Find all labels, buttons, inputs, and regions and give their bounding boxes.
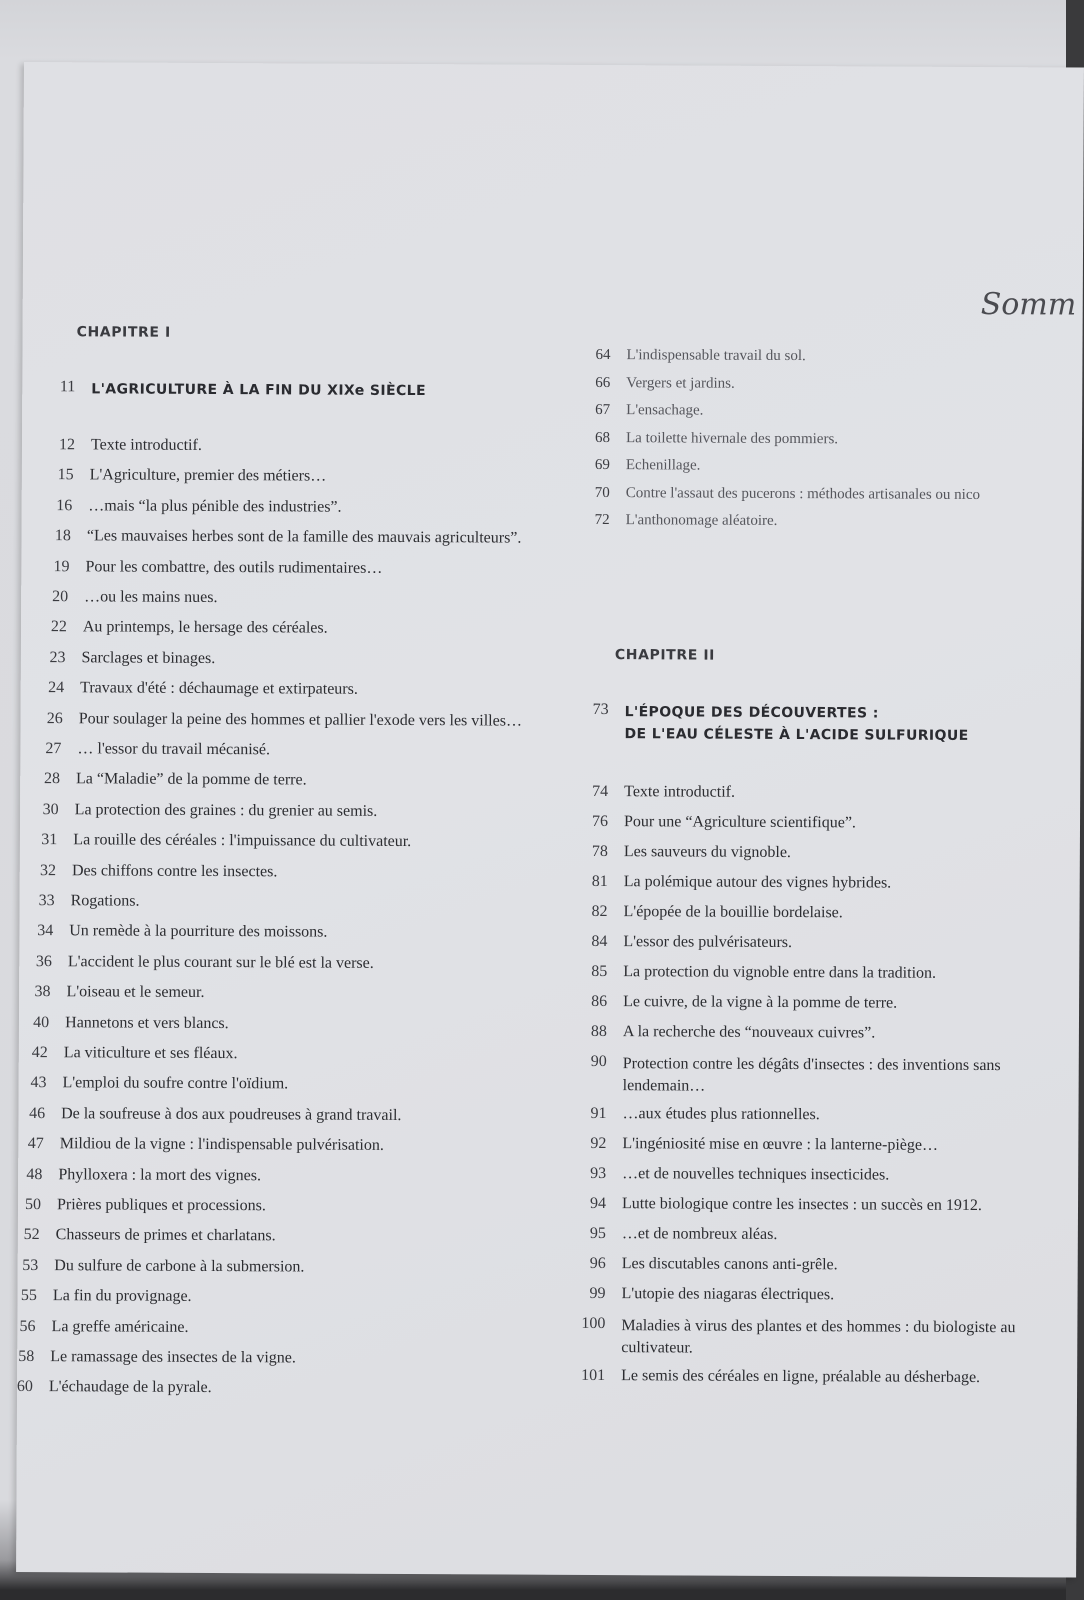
page-title-sommaire: Somm bbox=[980, 287, 1077, 323]
toc-page-number: 82 bbox=[591, 902, 608, 921]
toc-entry-title: L'anthonomage aléatoire. bbox=[625, 512, 778, 529]
toc-entry bbox=[562, 484, 980, 503]
toc-page-number: 95 bbox=[589, 1224, 606, 1243]
toc-entry bbox=[0, 1317, 189, 1336]
chapter-1-heading-page: 11 bbox=[59, 378, 76, 396]
toc-page-number: 72 bbox=[594, 511, 610, 529]
toc-page-number: 100 bbox=[581, 1314, 606, 1333]
toc-page-number: 68 bbox=[594, 429, 611, 446]
toc-entry-title: Mildiou de la vigne : l'indispensable pulvérisation. bbox=[59, 1135, 384, 1155]
toc-page-number: 99 bbox=[589, 1284, 606, 1303]
toc-page-number: 93 bbox=[590, 1164, 607, 1183]
toc-entry bbox=[559, 1023, 875, 1043]
toc-entry bbox=[560, 813, 856, 833]
toc-page-number: 66 bbox=[595, 374, 611, 391]
toc-entry bbox=[5, 922, 327, 942]
toc-page-number: 56 bbox=[19, 1317, 36, 1335]
toc-entry bbox=[4, 953, 374, 973]
toc-entry bbox=[560, 783, 735, 802]
toc-entry bbox=[559, 1053, 1023, 1099]
toc-page-number: 27 bbox=[45, 740, 62, 758]
toc-page-number: 48 bbox=[26, 1165, 43, 1183]
toc-page-number: 70 bbox=[594, 484, 610, 501]
toc-entry-title: La rouille des céréales : l'impuissance du cultivateur. bbox=[73, 831, 412, 851]
chapter-2-heading bbox=[560, 701, 968, 747]
toc-entry-title: Pour les combattre, des outils rudimentaires… bbox=[85, 557, 383, 577]
toc-entry-title: La viticulture et ses fléaux. bbox=[63, 1044, 238, 1063]
toc-page-number: 38 bbox=[34, 983, 51, 1001]
toc-entry bbox=[12, 770, 307, 790]
toc-entry-title: …aux études plus rationnelles. bbox=[622, 1105, 820, 1124]
toc-page-number: 85 bbox=[591, 962, 608, 981]
toc-page-number: 84 bbox=[591, 932, 608, 951]
toc-entry-title: La greffe américaine. bbox=[51, 1317, 189, 1336]
toc-entry bbox=[558, 1105, 819, 1124]
toc-entry-title: “Les mauvaises herbes sont de la famille des mauvais agriculteurs”. bbox=[86, 527, 522, 547]
toc-entry bbox=[558, 1135, 938, 1155]
toc-entry bbox=[0, 1378, 212, 1397]
toc-entry-title: Les discutables canons anti-grêle. bbox=[621, 1255, 838, 1274]
toc-page-number: 88 bbox=[590, 1022, 607, 1041]
toc-entry-title: Texte introductif. bbox=[624, 783, 736, 801]
toc-entry bbox=[19, 618, 328, 638]
toc-entry bbox=[24, 497, 341, 517]
toc-page-number: 90 bbox=[590, 1052, 607, 1071]
toc-page-number: 28 bbox=[44, 770, 61, 788]
toc-entry bbox=[17, 649, 215, 668]
toc-page-number: 31 bbox=[41, 831, 58, 849]
toc-entry bbox=[0, 1074, 288, 1094]
toc-page-number: 78 bbox=[591, 842, 608, 861]
toc-entry-title: La “Maladie” de la pomme de terre. bbox=[76, 770, 307, 789]
toc-entry-title: Maladies à virus des plantes et des hommes : du biologiste au cultivateur. bbox=[621, 1317, 1016, 1357]
toc-entry-title: Contre l'assaut des pucerons : méthodes artisanales ou nico bbox=[625, 484, 981, 503]
toc-entry bbox=[558, 1195, 982, 1215]
chapter-1-label: CHAPITRE I bbox=[76, 324, 171, 341]
toc-entry-title: Les sauveurs du vignoble. bbox=[623, 843, 791, 862]
toc-page-number: 40 bbox=[33, 1013, 50, 1031]
toc-page-number: 20 bbox=[52, 588, 69, 606]
toc-page-number: 47 bbox=[27, 1135, 44, 1153]
chapter-2-label: CHAPITRE II bbox=[614, 647, 716, 664]
toc-entry-title: Lutte biologique contre les insectes : un succès en 1912. bbox=[621, 1195, 982, 1215]
toc-page-number: 81 bbox=[591, 872, 608, 891]
toc-entry bbox=[562, 457, 701, 475]
toc-page-number: 33 bbox=[38, 892, 55, 910]
chapter-2-heading-page: 73 bbox=[592, 700, 609, 719]
toc-entry-title: La protection des graines : du grenier au semis. bbox=[74, 801, 378, 820]
toc-page-number: 43 bbox=[30, 1074, 47, 1092]
toc-page-number: 92 bbox=[590, 1134, 607, 1153]
toc-entry-title: Un remède à la pourriture des moissons. bbox=[69, 922, 328, 941]
toc-entry bbox=[15, 710, 522, 731]
toc-entry bbox=[1, 1013, 229, 1032]
toc-entry bbox=[0, 1044, 238, 1063]
toc-entry-title: Le ramassage des insectes de la vigne. bbox=[50, 1348, 296, 1367]
toc-entry bbox=[0, 1348, 296, 1368]
toc-entry bbox=[16, 679, 358, 699]
toc-entry bbox=[560, 903, 843, 922]
toc-entry-title: De la soufreuse à dos aux poudreuses à grand travail. bbox=[61, 1105, 402, 1124]
toc-entry bbox=[7, 892, 140, 911]
toc-page-number: 50 bbox=[24, 1196, 42, 1214]
chapter-2-heading-line-2: DE L'EAU CÉLESTE À L'ACIDE SULFURIQUE bbox=[624, 726, 969, 744]
toc-entry-title: L'emploi du soufre contre l'oïdium. bbox=[62, 1074, 289, 1093]
toc-entry-title: Echenillage. bbox=[625, 457, 701, 474]
toc-entry bbox=[0, 1135, 384, 1155]
chapter-2-heading-line-1: L'ÉPOQUE DES DÉCOUVERTES : bbox=[624, 704, 879, 722]
toc-entry bbox=[8, 862, 278, 881]
chapter-1-heading-text: L'AGRICULTURE À LA FIN DU XIXe SIÈCLE bbox=[91, 381, 427, 400]
toc-entry bbox=[27, 436, 202, 455]
toc-entry-title: …ou les mains nues. bbox=[84, 588, 218, 607]
toc-entry bbox=[558, 1165, 889, 1185]
toc-entry bbox=[559, 933, 792, 952]
toc-entry bbox=[557, 1367, 980, 1387]
toc-entry-title: Rogations. bbox=[70, 892, 140, 910]
toc-entry-title: La toilette hivernale des pommiers. bbox=[625, 429, 839, 447]
toc-entry-title: …et de nombreux aléas. bbox=[621, 1225, 778, 1243]
toc-entry bbox=[13, 740, 270, 759]
toc-entry-title: L'ingéniosité mise en œuvre : la lanterne-piège… bbox=[622, 1135, 939, 1154]
chapter-1-heading bbox=[27, 378, 426, 402]
toc-page-number: 30 bbox=[42, 800, 59, 818]
toc-entry-title: L'échaudage de la pyrale. bbox=[48, 1378, 212, 1397]
toc-entry bbox=[21, 558, 382, 578]
toc-entry bbox=[559, 993, 897, 1013]
toc-entry bbox=[560, 843, 791, 862]
toc-page-number: 52 bbox=[23, 1226, 40, 1244]
toc-entry-title: Le cuivre, de la vigne à la pomme de terre. bbox=[623, 993, 898, 1012]
toc-entry-title: L'indispensable travail du sol. bbox=[626, 347, 806, 365]
toc-entry-title: Vergers et jardins. bbox=[626, 374, 735, 392]
toc-entry bbox=[558, 1225, 778, 1244]
toc-entry bbox=[559, 963, 936, 983]
toc-entry-title: L'accident le plus courant sur le blé est la verse. bbox=[67, 953, 374, 972]
toc-entry-title: Pour soulager la peine des hommes et pallier l'exode vers les villes… bbox=[78, 709, 523, 730]
toc-page-number: 58 bbox=[18, 1347, 35, 1366]
book-page bbox=[16, 62, 1084, 1578]
toc-entry-title: L'épopée de la bouillie bordelaise. bbox=[623, 903, 843, 922]
toc-entry bbox=[0, 1165, 261, 1184]
toc-entry-title: Du sulfure de carbone à la submersion. bbox=[54, 1256, 305, 1276]
toc-page-number: 36 bbox=[35, 952, 52, 970]
toc-entry bbox=[0, 1196, 266, 1215]
toc-entry-title: La protection du vignoble entre dans la tradition. bbox=[623, 963, 937, 982]
toc-page-number: 60 bbox=[16, 1378, 33, 1396]
toc-page-number: 26 bbox=[46, 709, 63, 727]
toc-entry-title: L'essor des pulvérisateurs. bbox=[623, 933, 793, 952]
toc-entry bbox=[11, 801, 378, 821]
toc-page-number: 34 bbox=[37, 922, 54, 940]
toc-entry bbox=[557, 1315, 1021, 1361]
toc-page-number: 24 bbox=[48, 679, 65, 697]
toc-entry-title: Le semis des céréales en ligne, préalable au désherbage. bbox=[621, 1367, 981, 1387]
toc-page-number: 32 bbox=[39, 861, 57, 879]
toc-entry-title: Texte introductif. bbox=[90, 436, 202, 454]
toc-entry-title: Hannetons et vers blancs. bbox=[65, 1013, 229, 1032]
toc-entry-title: L'Agriculture, premier des métiers… bbox=[89, 466, 327, 485]
toc-entry bbox=[560, 873, 892, 893]
toc-page-number: 91 bbox=[590, 1104, 607, 1123]
toc-entry-title: Protection contre les dégâts d'insectes : des inventions sans lendemain… bbox=[622, 1055, 1001, 1095]
toc-entry-title: Sarclages et binages. bbox=[81, 649, 216, 667]
toc-entry bbox=[2, 983, 204, 1002]
toc-page-number: 53 bbox=[22, 1256, 39, 1274]
chapter-2-heading-text bbox=[624, 701, 968, 747]
toc-page-number: 18 bbox=[54, 527, 71, 545]
toc-entry-title: Des chiffons contre les insectes. bbox=[71, 861, 278, 880]
toc-entry bbox=[23, 527, 522, 548]
toc-entry bbox=[0, 1257, 304, 1277]
toc-entry bbox=[562, 374, 735, 392]
toc-entry-title: …mais “la plus pénible des industries”. bbox=[88, 497, 342, 516]
toc-entry-title: Phylloxera : la mort des vignes. bbox=[58, 1165, 262, 1184]
toc-entry bbox=[562, 512, 778, 530]
toc-entry-title: A la recherche des “nouveaux cuivres”. bbox=[622, 1023, 876, 1042]
toc-page-number: 64 bbox=[595, 346, 611, 364]
toc-page-number: 67 bbox=[595, 401, 611, 419]
toc-page-number: 23 bbox=[49, 648, 66, 667]
toc-entry bbox=[558, 1285, 835, 1304]
toc-page-number: 94 bbox=[589, 1194, 607, 1213]
toc-entry bbox=[562, 429, 838, 447]
toc-page-number: 12 bbox=[58, 436, 76, 454]
toc-entry bbox=[20, 588, 217, 607]
toc-entry bbox=[9, 831, 411, 851]
toc-entry-title: La fin du provignage. bbox=[52, 1287, 192, 1306]
toc-page-number: 76 bbox=[591, 812, 609, 831]
toc-entry-title: Pour une “Agriculture scientifique”. bbox=[623, 813, 856, 832]
toc-page-number: 15 bbox=[57, 466, 74, 484]
toc-entry bbox=[558, 1255, 838, 1274]
toc-page-number: 46 bbox=[29, 1104, 46, 1122]
toc-entry bbox=[562, 347, 805, 365]
toc-page-number: 19 bbox=[53, 557, 70, 575]
toc-entry-title: Prières publiques et processions. bbox=[56, 1196, 266, 1215]
toc-entry-title: Au printemps, le hersage des céréales. bbox=[82, 618, 328, 637]
toc-page-number: 16 bbox=[56, 496, 73, 515]
toc-page-number: 55 bbox=[20, 1287, 37, 1305]
toc-entry bbox=[0, 1287, 192, 1306]
toc-entry bbox=[26, 466, 327, 486]
toc-page-number: 101 bbox=[581, 1366, 606, 1385]
toc-entry-title: …et de nouvelles techniques insecticides. bbox=[622, 1165, 890, 1184]
toc-entry-title: L'utopie des niagaras électriques. bbox=[621, 1285, 835, 1304]
toc-page-number: 69 bbox=[594, 456, 610, 474]
toc-page-number: 96 bbox=[589, 1254, 606, 1273]
toc-entry bbox=[0, 1105, 401, 1125]
toc-page-number: 42 bbox=[31, 1044, 48, 1062]
toc-entry bbox=[0, 1226, 276, 1245]
toc-entry bbox=[562, 402, 703, 420]
toc-entry-title: Travaux d'été : déchaumage et extirpateurs. bbox=[80, 679, 358, 698]
toc-entry-title: Chasseurs de primes et charlatans. bbox=[55, 1226, 276, 1245]
toc-entry-title: L'ensachage. bbox=[626, 402, 704, 419]
toc-entry-title: L'oiseau et le semeur. bbox=[66, 983, 205, 1002]
toc-page-number: 74 bbox=[592, 782, 609, 801]
toc-page-number: 22 bbox=[50, 618, 67, 636]
toc-page-number: 86 bbox=[591, 992, 608, 1011]
toc-entry-title: … l'essor du travail mécanisé. bbox=[77, 740, 271, 759]
toc-entry-title: La polémique autour des vignes hybrides. bbox=[623, 873, 892, 892]
